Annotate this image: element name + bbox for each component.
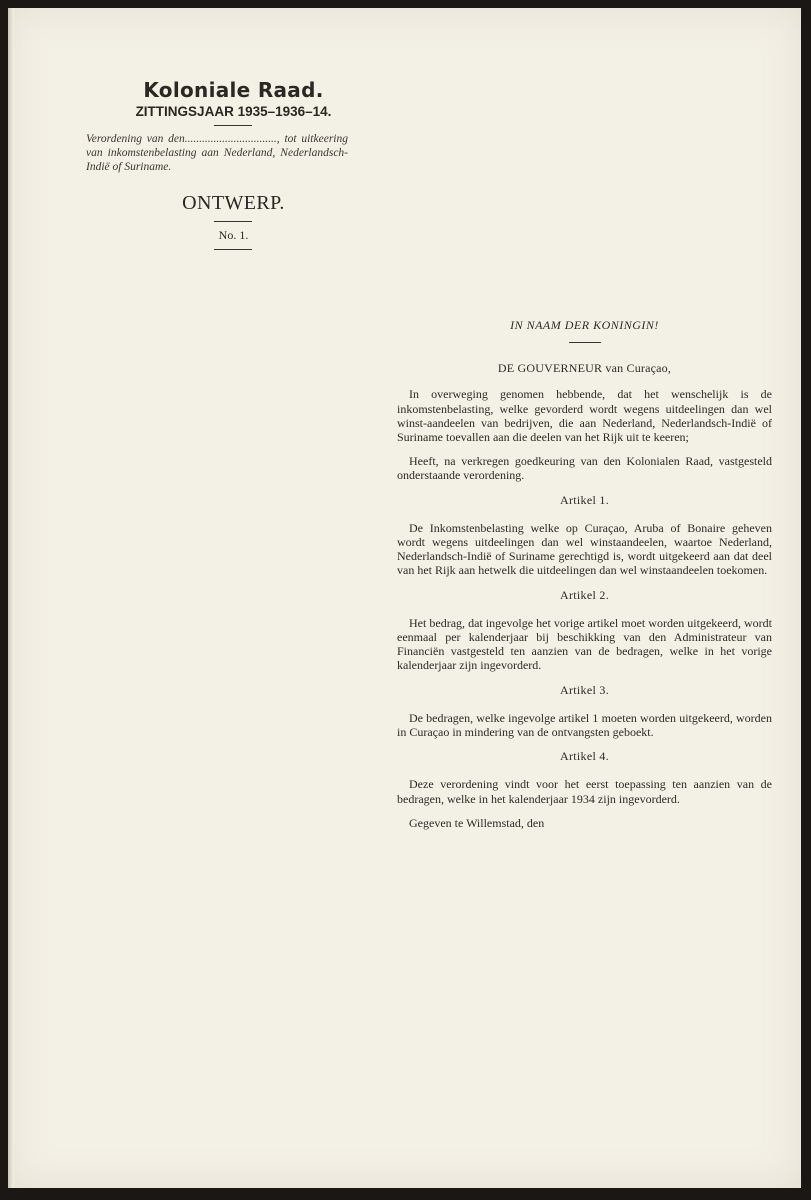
opening-formula: IN NAAM DER KONINGIN! bbox=[510, 318, 659, 332]
document-page bbox=[8, 8, 801, 1188]
page-binding-edge bbox=[8, 8, 14, 1188]
article-text: De Inkomstenbelasting welke op Curaçao, Aruba of Bonaire geheven wordt wegens uitdeelingen dan wel winstaandeelen, waartoe Nederland, Nederlandsch-Indië of Suriname gerechtigd is, wordt uitgekeerd aan dat deel van het Rijk aan hetwelk die uitdeelingen dan wel winstaandeelen toekomen. bbox=[397, 520, 772, 578]
article-text: De bedragen, welke ingevolge artikel 1 moeten worden uitgekeerd, worden in Curaçao in mindering van de ontvangsten geboekt. bbox=[397, 710, 772, 740]
divider bbox=[214, 249, 252, 250]
article-heading: Artikel 3. bbox=[560, 682, 609, 697]
article-text: Deze verordening vindt voor het eerst toepassing ten aanzien van de bedragen, welke in het kalenderjaar 1934 zijn ingevorderd. bbox=[397, 777, 772, 806]
ordinance-body bbox=[397, 318, 772, 840]
header-block bbox=[86, 78, 351, 256]
closing-line: Gegeven te Willemstad, den bbox=[409, 815, 545, 830]
enactment-paragraph: Heeft, na verkregen goedkeuring van den Kolonialen Raad, vastgesteld onderstaande verordening. bbox=[397, 454, 772, 483]
article-heading: Artikel 4. bbox=[560, 749, 609, 764]
article-heading: Artikel 1. bbox=[560, 492, 609, 507]
divider bbox=[214, 221, 252, 222]
draft-label: ONTWERP. bbox=[182, 192, 285, 214]
considering-paragraph: In overweging genomen hebbende, dat het wenschelijk is de inkomstenbelasting, welke gevorderd wordt wegens uitdeelingen dan wel winst-aandeelen van bedrijven, die aan Nederland, Nederlandsch-Indië of Suriname toevallen aan die deelen van het Rijk uit te keeren; bbox=[397, 387, 772, 445]
ordinance-subject: Verordening van den................................, tot uitkeering van inkomstenbelasting aan Nederland, Nederlandsch-Indië of Suriname. bbox=[86, 133, 348, 173]
document-number: No. 1. bbox=[218, 228, 249, 242]
article-heading: Artikel 2. bbox=[560, 587, 609, 602]
divider bbox=[214, 125, 252, 126]
governor-line: DE GOUVERNEUR van Curaçao, bbox=[497, 361, 672, 376]
session-year: ZITTINGSJAAR 1935–1936–14. bbox=[135, 104, 332, 119]
divider bbox=[569, 342, 601, 343]
council-title: Koloniale Raad. bbox=[143, 78, 324, 102]
article-text: Het bedrag, dat ingevolge het vorige artikel moet worden uitgekeerd, wordt eenmaal per kalenderjaar bij beschikking van den Administrateur van Financiën vastgesteld ten aanzien van de bedragen, welke in het vorige kalenderjaar zijn ingevorderd. bbox=[397, 615, 772, 673]
